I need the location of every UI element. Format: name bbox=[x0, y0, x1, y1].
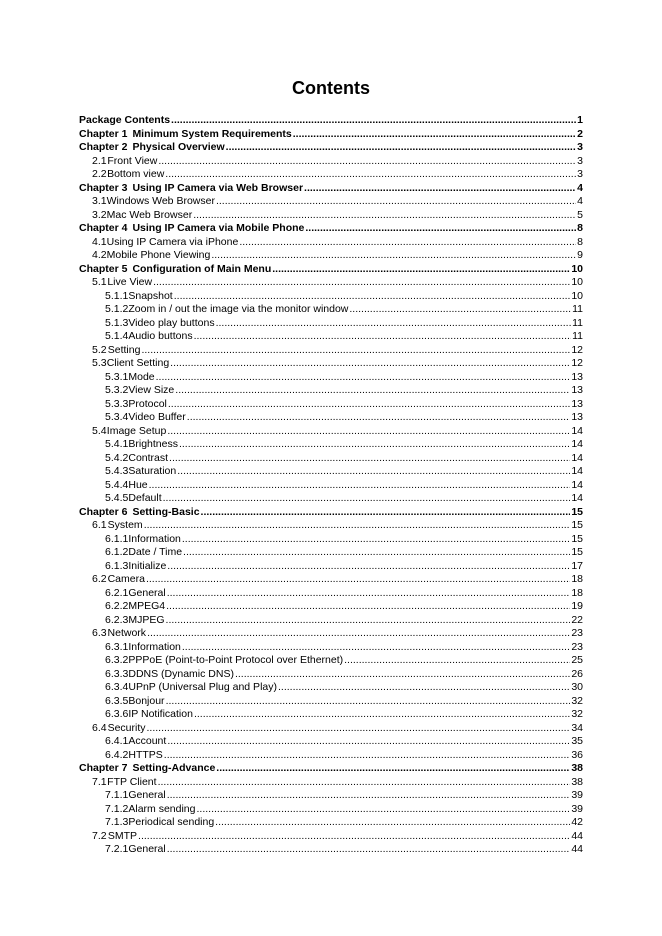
toc-entry-page: 14 bbox=[571, 438, 583, 450]
toc-entry-page: 23 bbox=[571, 627, 583, 639]
toc-entry[interactable] bbox=[79, 182, 583, 196]
toc-dot-leader bbox=[164, 749, 571, 763]
toc-entry[interactable] bbox=[79, 816, 583, 830]
toc-entry-page: 11 bbox=[572, 330, 583, 342]
toc-dot-leader bbox=[293, 128, 576, 142]
toc-entry-label: General bbox=[128, 586, 166, 599]
toc-entry-label: MJPEG bbox=[128, 613, 165, 626]
toc-entry-label: Mobile Phone Viewing bbox=[106, 249, 211, 261]
toc-entry[interactable] bbox=[79, 330, 583, 344]
toc-entry-label: Date / Time bbox=[128, 546, 183, 558]
toc-dot-leader bbox=[149, 479, 571, 493]
toc-dot-leader bbox=[183, 546, 570, 560]
toc-entry[interactable] bbox=[79, 776, 583, 790]
toc-entry-number: Chapter 6 bbox=[79, 505, 128, 518]
toc-entry-page: 32 bbox=[571, 694, 583, 707]
toc-entry-number: 6.3.3 bbox=[105, 667, 129, 680]
toc-dot-leader bbox=[166, 614, 571, 628]
toc-entry-number: 6.3.2 bbox=[105, 654, 129, 666]
toc-entry-label: Using IP Camera via iPhone bbox=[106, 235, 239, 248]
toc-entry-page: 3 bbox=[577, 141, 583, 153]
toc-entry-number: 6.2.3 bbox=[105, 613, 129, 626]
toc-entry-number: 6.1.2 bbox=[105, 546, 129, 558]
toc-entry-label: Bottom view bbox=[107, 168, 165, 180]
toc-entry-label: Camera bbox=[107, 573, 145, 585]
toc-entry-page: 39 bbox=[571, 789, 583, 801]
toc-entry-label: Package Contents bbox=[79, 114, 171, 126]
toc-entry[interactable] bbox=[79, 128, 583, 142]
toc-entry[interactable] bbox=[79, 803, 583, 817]
toc-entry-label: Mac Web Browser bbox=[106, 208, 193, 221]
toc-entry[interactable] bbox=[79, 155, 583, 169]
toc-entry-label: Audio buttons bbox=[128, 330, 193, 342]
toc-entry-page: 12 bbox=[571, 343, 583, 356]
toc-entry[interactable] bbox=[79, 290, 583, 304]
toc-entry-page: 25 bbox=[571, 654, 583, 666]
toc-entry[interactable] bbox=[79, 519, 583, 533]
toc-entry-label: Information bbox=[128, 532, 181, 545]
toc-entry-label: Video play buttons bbox=[128, 316, 215, 329]
toc-entry-label: General bbox=[128, 789, 166, 801]
toc-entry-page: 39 bbox=[571, 802, 583, 815]
toc-entry-label: Brightness bbox=[128, 438, 178, 450]
toc-entry-number: 6.2.2 bbox=[105, 600, 129, 612]
toc-entry[interactable] bbox=[79, 506, 583, 520]
toc-entry-number: 5.1.4 bbox=[105, 330, 129, 342]
toc-entry[interactable] bbox=[79, 708, 583, 722]
toc-dot-leader bbox=[170, 357, 570, 371]
toc-entry-page: 10 bbox=[571, 262, 583, 275]
toc-dot-leader bbox=[171, 114, 576, 128]
toc-entry-number: 4.1 bbox=[92, 235, 107, 248]
toc-entry-page: 13 bbox=[571, 411, 583, 423]
toc-entry-label: Snapshot bbox=[128, 289, 173, 302]
toc-entry-page: 8 bbox=[577, 222, 583, 234]
toc-entry[interactable] bbox=[79, 344, 583, 358]
toc-entry[interactable] bbox=[79, 735, 583, 749]
toc-dot-leader bbox=[166, 600, 570, 614]
page-title: Contents bbox=[292, 78, 370, 98]
toc-entry-number: 6.2 bbox=[92, 573, 107, 585]
toc-dot-leader bbox=[166, 695, 571, 709]
toc-entry[interactable] bbox=[79, 830, 583, 844]
toc-entry-number: 5.4.2 bbox=[105, 451, 129, 464]
toc-entry[interactable] bbox=[79, 398, 583, 412]
toc-entry[interactable] bbox=[79, 168, 583, 182]
toc-entry-page: 23 bbox=[571, 640, 583, 653]
toc-entry[interactable] bbox=[79, 371, 583, 385]
toc-entry-page: 13 bbox=[571, 370, 583, 383]
toc-entry-page: 35 bbox=[571, 735, 583, 747]
toc-entry-page: 15 bbox=[571, 505, 583, 518]
toc-entry[interactable] bbox=[79, 222, 583, 236]
toc-entry-label: Front View bbox=[107, 154, 158, 167]
toc-entry-number: Chapter 3 bbox=[79, 181, 128, 194]
toc-entry-number: 5.1.3 bbox=[105, 316, 129, 329]
toc-entry-label: Client Setting bbox=[106, 357, 170, 369]
toc-entry-label: Windows Web Browser bbox=[106, 195, 215, 207]
toc-entry[interactable] bbox=[79, 384, 583, 398]
toc-entry-page: 15 bbox=[571, 546, 583, 558]
toc-entry-page: 3 bbox=[577, 168, 583, 180]
toc-dot-leader bbox=[163, 492, 571, 506]
toc-entry-label: Default bbox=[128, 492, 162, 504]
toc-entry-label: Alarm sending bbox=[128, 802, 196, 815]
toc-entry-number: 6.1 bbox=[92, 519, 107, 531]
toc-entry[interactable] bbox=[79, 533, 583, 547]
toc-dot-leader bbox=[167, 735, 570, 749]
toc-entry-number: 5.4 bbox=[92, 424, 107, 437]
toc-dot-leader bbox=[167, 425, 570, 439]
toc-entry-number: 6.3.1 bbox=[105, 640, 129, 653]
toc-entry-number: 6.3 bbox=[92, 627, 107, 639]
toc-entry-label: General bbox=[128, 843, 166, 855]
toc-dot-leader bbox=[169, 452, 570, 466]
toc-entry-label: Information bbox=[128, 640, 181, 653]
toc-entry-label: Zoom in / out the image via the monitor window bbox=[128, 303, 349, 315]
toc-dot-leader bbox=[235, 668, 570, 682]
toc-entry-number: 5.2 bbox=[92, 343, 107, 356]
toc-entry[interactable] bbox=[79, 411, 583, 425]
toc-entry[interactable] bbox=[79, 263, 583, 277]
toc-entry-label: Hue bbox=[128, 478, 148, 491]
toc-entry[interactable] bbox=[79, 654, 583, 668]
toc-entry-page: 8 bbox=[577, 235, 583, 248]
toc-entry-page: 15 bbox=[571, 532, 583, 545]
toc-dot-leader bbox=[168, 398, 570, 412]
toc-dot-leader bbox=[182, 641, 570, 655]
toc-entry-label: Minimum System Requirements bbox=[132, 127, 292, 140]
toc-entry[interactable] bbox=[79, 749, 583, 763]
toc-entry[interactable] bbox=[79, 425, 583, 439]
toc-entry-label: SMTP bbox=[107, 829, 138, 842]
toc-entry-label: IP Notification bbox=[128, 708, 193, 720]
toc-entry-page: 34 bbox=[571, 721, 583, 734]
toc-entry-label: Network bbox=[107, 627, 147, 639]
toc-entry-page: 10 bbox=[571, 276, 583, 288]
toc-dot-leader bbox=[138, 830, 570, 844]
toc-entry-label: Setting bbox=[107, 343, 141, 356]
toc-dot-leader bbox=[226, 141, 576, 155]
toc-dot-leader bbox=[179, 438, 570, 452]
toc-entry-number: Chapter 7 bbox=[79, 762, 128, 774]
toc-dot-leader bbox=[158, 155, 576, 169]
toc-entry-page: 5 bbox=[577, 208, 583, 221]
toc-entry-number: 6.2.1 bbox=[105, 586, 129, 599]
toc-entry-label: Mode bbox=[128, 370, 155, 383]
toc-entry-number: 4.2 bbox=[92, 249, 107, 261]
toc-entry[interactable] bbox=[79, 195, 583, 209]
toc-entry-number: 5.3.2 bbox=[105, 384, 129, 396]
toc-entry-number: 3.2 bbox=[92, 208, 107, 221]
toc-entry-number: 7.2.1 bbox=[105, 843, 129, 855]
toc-dot-leader bbox=[278, 681, 570, 695]
toc-entry-page: 17 bbox=[571, 559, 583, 572]
toc-entry[interactable] bbox=[79, 546, 583, 560]
toc-entry[interactable] bbox=[79, 627, 583, 641]
toc-entry[interactable] bbox=[79, 641, 583, 655]
toc-entry[interactable] bbox=[79, 695, 583, 709]
toc-dot-leader bbox=[216, 195, 576, 209]
toc-dot-leader bbox=[165, 168, 576, 182]
toc-entry-label: Live View bbox=[107, 276, 153, 288]
toc-entry-number: 5.3.1 bbox=[105, 370, 129, 383]
toc-entry-label: HTTPS bbox=[128, 748, 163, 761]
toc-entry-page: 30 bbox=[571, 681, 583, 693]
toc-entry-page: 14 bbox=[571, 451, 583, 464]
toc-entry[interactable] bbox=[79, 492, 583, 506]
toc-entry-page: 4 bbox=[577, 181, 583, 194]
toc-entry-number: 7.1.2 bbox=[105, 802, 129, 815]
toc-entry-page: 2 bbox=[577, 127, 583, 140]
toc-entry[interactable] bbox=[79, 614, 583, 628]
toc-entry-number: 6.1.1 bbox=[105, 532, 129, 545]
toc-dot-leader bbox=[158, 776, 571, 790]
toc-entry-number: 5.1.2 bbox=[105, 303, 129, 315]
toc-dot-leader bbox=[216, 317, 572, 331]
toc-dot-leader bbox=[147, 722, 571, 736]
toc-entry-page: 14 bbox=[571, 492, 583, 504]
toc-entry[interactable] bbox=[79, 681, 583, 695]
toc-entry-label: PPPoE (Point-to-Point Protocol over Ethernet) bbox=[128, 654, 344, 666]
toc-entry-page: 14 bbox=[571, 465, 583, 477]
toc-entry-label: Configuration of Main Menu bbox=[132, 262, 272, 275]
toc-entry-number: 5.1.1 bbox=[105, 289, 129, 302]
toc-entry-label: UPnP (Universal Plug and Play) bbox=[128, 681, 277, 693]
toc-entry-label: System bbox=[107, 519, 143, 531]
toc-entry-page: 9 bbox=[577, 249, 583, 261]
toc-dot-leader bbox=[187, 411, 571, 425]
toc-entry[interactable] bbox=[79, 317, 583, 331]
toc-dot-leader bbox=[305, 222, 576, 236]
toc-dot-leader bbox=[196, 803, 570, 817]
toc-dot-leader bbox=[167, 587, 571, 601]
toc-entry-number: 5.3.3 bbox=[105, 397, 129, 410]
toc-entry-label: Contrast bbox=[128, 451, 169, 464]
toc-entry-page: 4 bbox=[577, 195, 583, 207]
toc-entry-number: 5.4.1 bbox=[105, 438, 129, 450]
toc-entry[interactable] bbox=[79, 452, 583, 466]
toc-entry[interactable] bbox=[79, 249, 583, 263]
toc-entry-page: 38 bbox=[571, 775, 583, 788]
toc-dot-leader bbox=[304, 182, 576, 196]
toc-dot-leader bbox=[144, 519, 571, 533]
toc-entry-number: Chapter 5 bbox=[79, 262, 128, 275]
toc-entry-number: 7.1.1 bbox=[105, 789, 129, 801]
toc-entry-page: 22 bbox=[571, 613, 583, 626]
toc-dot-leader bbox=[175, 384, 570, 398]
toc-entry[interactable] bbox=[79, 357, 583, 371]
toc-entry-number: 6.4 bbox=[92, 721, 107, 734]
toc-entry-number: 5.4.5 bbox=[105, 492, 129, 504]
toc-entry-number: 6.4.2 bbox=[105, 748, 129, 761]
toc-dot-leader bbox=[194, 330, 572, 344]
toc-dot-leader bbox=[177, 465, 570, 479]
toc-entry-number: 5.3.4 bbox=[105, 411, 129, 423]
toc-entry-number: 7.1.3 bbox=[105, 816, 129, 828]
toc-entry[interactable] bbox=[79, 303, 583, 317]
toc-entry-page: 44 bbox=[571, 843, 583, 855]
toc-entry-number: 6.1.3 bbox=[105, 559, 129, 572]
toc-entry-label: FTP Client bbox=[107, 775, 157, 788]
toc-entry[interactable] bbox=[79, 438, 583, 452]
toc-dot-leader bbox=[201, 506, 571, 520]
toc-dot-leader bbox=[167, 789, 571, 803]
toc-entry-page: 15 bbox=[571, 519, 583, 531]
toc-entry[interactable] bbox=[79, 141, 583, 155]
toc-entry-page: 11 bbox=[572, 303, 583, 315]
toc-entry[interactable] bbox=[79, 789, 583, 803]
toc-entry-page: 13 bbox=[571, 397, 583, 410]
toc-entry-number: 7.2 bbox=[92, 829, 107, 842]
toc-entry[interactable] bbox=[79, 762, 583, 776]
toc-entry-label: MPEG4 bbox=[128, 600, 166, 612]
toc-entry-number: Chapter 1 bbox=[79, 127, 128, 140]
toc-entry[interactable] bbox=[79, 465, 583, 479]
toc-dot-leader bbox=[272, 263, 570, 277]
toc-entry-label: Protocol bbox=[128, 397, 167, 410]
toc-entry[interactable] bbox=[79, 276, 583, 290]
toc-entry-label: Security bbox=[107, 721, 146, 734]
toc-entry-number: 5.3 bbox=[92, 357, 107, 369]
toc-dot-leader bbox=[194, 708, 570, 722]
toc-entry-page: 32 bbox=[571, 708, 583, 720]
toc-dot-leader bbox=[153, 276, 570, 290]
toc-dot-leader bbox=[146, 573, 570, 587]
toc-entry-number: 6.3.5 bbox=[105, 694, 129, 707]
toc-entry[interactable] bbox=[79, 722, 583, 736]
toc-entry-number: 3.1 bbox=[92, 195, 107, 207]
toc-entry-page: 38 bbox=[571, 762, 583, 774]
toc-entry-number: 2.1 bbox=[92, 154, 107, 167]
toc-entry[interactable] bbox=[79, 479, 583, 493]
toc-dot-leader bbox=[193, 209, 576, 223]
toc-entry[interactable] bbox=[79, 560, 583, 574]
toc-entry-number: 2.2 bbox=[92, 168, 107, 180]
toc-entry-label: View Size bbox=[128, 384, 175, 396]
toc-entry-label: Using IP Camera via Web Browser bbox=[132, 181, 304, 194]
toc-entry-page: 11 bbox=[572, 316, 583, 329]
toc-dot-leader bbox=[167, 843, 571, 857]
toc-dot-leader bbox=[147, 627, 570, 641]
toc-entry[interactable] bbox=[79, 209, 583, 223]
toc-entry-number: 7.1 bbox=[92, 775, 107, 788]
toc-entry-label: Setting-Advance bbox=[132, 762, 216, 774]
toc-entry[interactable] bbox=[79, 668, 583, 682]
toc-dot-leader bbox=[174, 290, 571, 304]
toc-entry-page: 19 bbox=[571, 600, 583, 612]
toc-dot-leader bbox=[349, 303, 571, 317]
toc-entry[interactable] bbox=[79, 843, 583, 857]
toc-dot-leader bbox=[156, 371, 571, 385]
toc-entry-page: 14 bbox=[571, 478, 583, 491]
toc-entry-page: 36 bbox=[571, 748, 583, 761]
toc-entry-label: Physical Overview bbox=[132, 141, 225, 153]
toc-entry[interactable] bbox=[79, 600, 583, 614]
toc-entry-label: Setting-Basic bbox=[132, 505, 200, 518]
toc-entry-number: 6.3.4 bbox=[105, 681, 129, 693]
toc-entry-page: 12 bbox=[571, 357, 583, 369]
toc-entry-page: 14 bbox=[571, 424, 583, 437]
toc-dot-leader bbox=[216, 762, 570, 776]
toc-entry[interactable] bbox=[79, 573, 583, 587]
toc-entry-label: Periodical sending bbox=[128, 816, 215, 828]
toc-entry-page: 44 bbox=[571, 829, 583, 842]
toc-entry-number: 6.4.1 bbox=[105, 735, 129, 747]
toc-dot-leader bbox=[167, 560, 570, 574]
toc-entry-page: 10 bbox=[571, 289, 583, 302]
toc-entry-label: Bonjour bbox=[128, 694, 165, 707]
toc-entry-page: 18 bbox=[571, 586, 583, 599]
toc-entry[interactable] bbox=[79, 587, 583, 601]
toc-dot-leader bbox=[239, 236, 576, 250]
toc-entry-label: Initialize bbox=[128, 559, 167, 572]
toc-entry-page: 1 bbox=[577, 114, 583, 126]
toc-entry-page: 26 bbox=[571, 667, 583, 680]
toc-entry-number: Chapter 2 bbox=[79, 141, 128, 153]
toc-entry-label: DDNS (Dynamic DNS) bbox=[128, 667, 234, 680]
toc-entry[interactable] bbox=[79, 114, 583, 128]
toc-entry-label: Saturation bbox=[128, 465, 177, 477]
toc-entry-page: 3 bbox=[577, 154, 583, 167]
toc-entry-page: 18 bbox=[571, 573, 583, 585]
toc-dot-leader bbox=[215, 816, 570, 830]
toc-entry-number: Chapter 4 bbox=[79, 222, 128, 234]
toc-entry-number: 5.4.3 bbox=[105, 465, 129, 477]
toc-entry-number: 5.1 bbox=[92, 276, 107, 288]
toc-dot-leader bbox=[182, 533, 570, 547]
toc-entry-page: 42 bbox=[571, 816, 583, 828]
toc-entry-page: 13 bbox=[571, 384, 583, 396]
toc-dot-leader bbox=[344, 654, 570, 668]
toc-entry-number: 6.3.6 bbox=[105, 708, 129, 720]
toc-dot-leader bbox=[211, 249, 576, 263]
toc-entry-label: Image Setup bbox=[106, 424, 167, 437]
toc-entry-label: Video Buffer bbox=[128, 411, 186, 423]
toc-entry[interactable] bbox=[79, 236, 583, 250]
toc-entry-label: Using IP Camera via Mobile Phone bbox=[132, 222, 305, 234]
table-of-contents bbox=[79, 114, 583, 857]
toc-dot-leader bbox=[141, 344, 570, 358]
toc-entry-number: 5.4.4 bbox=[105, 478, 129, 491]
toc-entry-label: Account bbox=[128, 735, 167, 747]
